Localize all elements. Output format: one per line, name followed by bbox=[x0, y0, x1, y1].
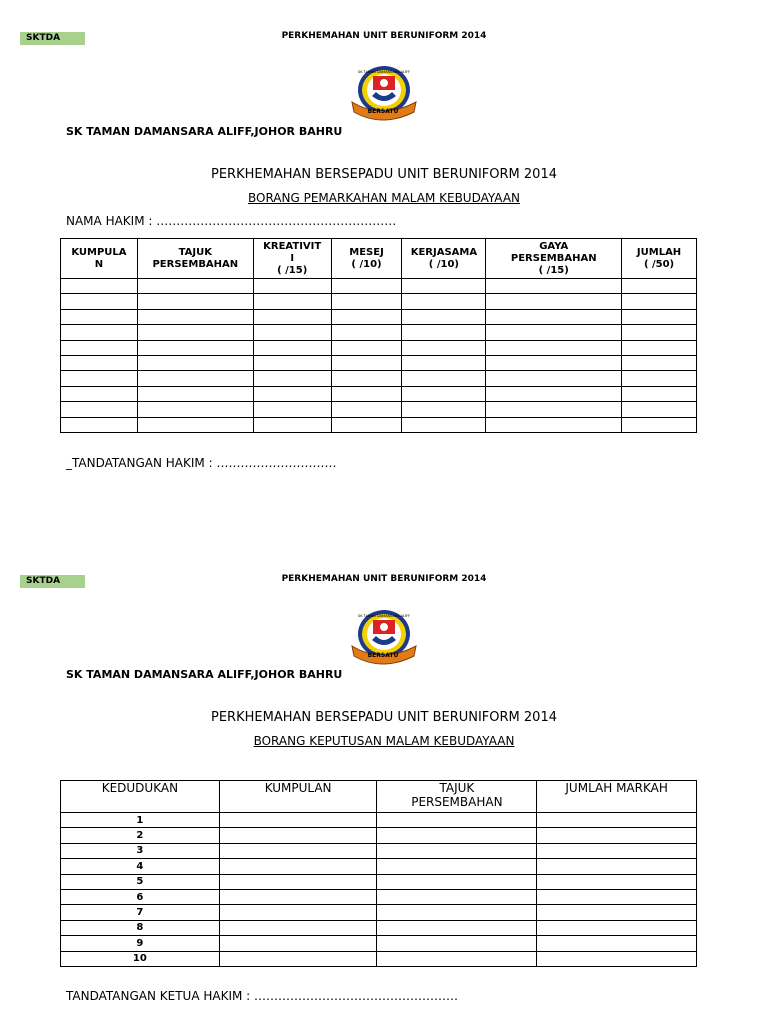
table-cell[interactable] bbox=[219, 920, 377, 935]
table-cell[interactable] bbox=[377, 889, 537, 904]
table-cell[interactable] bbox=[402, 325, 486, 340]
table-cell[interactable] bbox=[402, 294, 486, 309]
table-row bbox=[61, 325, 697, 340]
table-cell[interactable] bbox=[537, 859, 697, 874]
rank-cell: 6 bbox=[61, 889, 220, 904]
col-mesej: MESEJ ( /10) bbox=[331, 239, 402, 279]
table-cell[interactable] bbox=[61, 325, 138, 340]
table-cell[interactable] bbox=[486, 325, 622, 340]
table-cell[interactable] bbox=[137, 294, 253, 309]
col-kreativiti: KREATIVIT I ( /15) bbox=[253, 239, 331, 279]
table-cell[interactable] bbox=[622, 279, 697, 294]
table-cell[interactable] bbox=[253, 386, 331, 401]
table-cell[interactable] bbox=[622, 294, 697, 309]
table-cell[interactable] bbox=[377, 859, 537, 874]
table-cell[interactable] bbox=[377, 813, 537, 828]
table-cell[interactable] bbox=[402, 355, 486, 370]
table-cell[interactable] bbox=[622, 402, 697, 417]
col-tajuk: TAJUK PERSEMBAHAN bbox=[137, 239, 253, 279]
table-cell[interactable] bbox=[486, 402, 622, 417]
table-cell[interactable] bbox=[137, 371, 253, 386]
table-cell[interactable] bbox=[61, 386, 138, 401]
table-cell[interactable] bbox=[331, 294, 402, 309]
table-cell[interactable] bbox=[253, 325, 331, 340]
table-cell[interactable] bbox=[537, 920, 697, 935]
school-logo bbox=[346, 62, 418, 130]
table-cell[interactable] bbox=[537, 813, 697, 828]
table-cell[interactable] bbox=[219, 936, 377, 951]
judge-name-line: NAMA HAKIM : …………………………………………………… bbox=[66, 214, 397, 228]
table-cell[interactable] bbox=[331, 309, 402, 324]
table-cell[interactable] bbox=[622, 355, 697, 370]
table-cell[interactable] bbox=[622, 340, 697, 355]
svg-text:BERSATU: BERSATU bbox=[367, 652, 399, 659]
table-row bbox=[61, 936, 697, 951]
table-row bbox=[61, 417, 697, 432]
table-cell[interactable] bbox=[402, 340, 486, 355]
school-name: SK TAMAN DAMANSARA ALIFF,JOHOR BAHRU bbox=[66, 668, 343, 681]
table-cell[interactable] bbox=[137, 340, 253, 355]
col-kerjasama: KERJASAMA ( /10) bbox=[402, 239, 486, 279]
table-row bbox=[61, 843, 697, 858]
table-cell[interactable] bbox=[486, 340, 622, 355]
table-cell[interactable] bbox=[61, 402, 138, 417]
table-row bbox=[61, 859, 697, 874]
table-cell[interactable] bbox=[537, 951, 697, 966]
school-logo bbox=[346, 606, 418, 674]
table-row bbox=[61, 828, 697, 843]
table-cell[interactable] bbox=[137, 325, 253, 340]
rank-cell: 8 bbox=[61, 920, 220, 935]
table-cell[interactable] bbox=[253, 294, 331, 309]
rank-cell: 5 bbox=[61, 874, 220, 889]
table-cell[interactable] bbox=[331, 417, 402, 432]
table-row bbox=[61, 309, 697, 324]
table-cell[interactable] bbox=[253, 371, 331, 386]
table-cell[interactable] bbox=[486, 294, 622, 309]
table-cell[interactable] bbox=[253, 340, 331, 355]
table-row bbox=[61, 371, 697, 386]
table-cell[interactable] bbox=[622, 325, 697, 340]
col-gaya: GAYA PERSEMBAHAN ( /15) bbox=[486, 239, 622, 279]
table-cell[interactable] bbox=[537, 828, 697, 843]
table-cell[interactable] bbox=[402, 402, 486, 417]
table-cell[interactable] bbox=[377, 874, 537, 889]
col-jumlah-markah: JUMLAH MARKAH bbox=[537, 781, 697, 813]
table-cell[interactable] bbox=[219, 905, 377, 920]
table-cell[interactable] bbox=[402, 279, 486, 294]
table-cell[interactable] bbox=[61, 371, 138, 386]
rank-cell: 4 bbox=[61, 859, 220, 874]
table-row bbox=[61, 813, 697, 828]
svg-text:SK TAMAN DAMANSARA ALIFF: SK TAMAN DAMANSARA ALIFF bbox=[358, 614, 410, 618]
table-cell[interactable] bbox=[402, 309, 486, 324]
table-cell[interactable] bbox=[219, 874, 377, 889]
sktda-tag: SKTDA bbox=[20, 32, 85, 45]
table-row bbox=[61, 889, 697, 904]
table-cell[interactable] bbox=[377, 951, 537, 966]
table-cell[interactable] bbox=[622, 386, 697, 401]
table-cell[interactable] bbox=[622, 309, 697, 324]
table-cell[interactable] bbox=[331, 386, 402, 401]
table-cell[interactable] bbox=[219, 828, 377, 843]
form-subtitle: BORANG PEMARKAHAN MALAM KEBUDAYAAN bbox=[247, 191, 521, 205]
table-row bbox=[61, 951, 697, 966]
rank-cell: 1 bbox=[61, 813, 220, 828]
table-cell[interactable] bbox=[253, 417, 331, 432]
table-cell[interactable] bbox=[486, 417, 622, 432]
table-cell[interactable] bbox=[537, 843, 697, 858]
table-cell[interactable] bbox=[377, 920, 537, 935]
table-row bbox=[61, 402, 697, 417]
table-row bbox=[61, 340, 697, 355]
school-name: SK TAMAN DAMANSARA ALIFF,JOHOR BAHRU bbox=[66, 125, 343, 138]
table-cell[interactable] bbox=[219, 843, 377, 858]
results-table bbox=[60, 780, 697, 967]
page-title: PERKHEMAHAN BERSEPADU UNIT BERUNIFORM 2014 bbox=[211, 167, 557, 182]
svg-text:SK TAMAN DAMANSARA ALIFF: SK TAMAN DAMANSARA ALIFF bbox=[358, 70, 410, 74]
rank-cell: 2 bbox=[61, 828, 220, 843]
table-cell[interactable] bbox=[137, 309, 253, 324]
table-cell[interactable] bbox=[331, 402, 402, 417]
table-cell[interactable] bbox=[486, 386, 622, 401]
table-cell[interactable] bbox=[486, 279, 622, 294]
table-cell[interactable] bbox=[61, 355, 138, 370]
table-cell[interactable] bbox=[331, 371, 402, 386]
table-cell[interactable] bbox=[622, 417, 697, 432]
table-row bbox=[61, 386, 697, 401]
col-tajuk: TAJUK PERSEMBAHAN bbox=[377, 781, 537, 813]
table-cell[interactable] bbox=[61, 340, 138, 355]
rank-cell: 9 bbox=[61, 936, 220, 951]
form-subtitle: BORANG KEPUTUSAN MALAM KEBUDAYAAN bbox=[253, 734, 515, 748]
table-cell[interactable] bbox=[377, 843, 537, 858]
rank-cell: 7 bbox=[61, 905, 220, 920]
header-title: PERKHEMAHAN UNIT BERUNIFORM 2014 bbox=[281, 574, 487, 584]
table-cell[interactable] bbox=[537, 936, 697, 951]
rank-cell: 3 bbox=[61, 843, 220, 858]
table-cell[interactable] bbox=[402, 386, 486, 401]
table-cell[interactable] bbox=[331, 340, 402, 355]
school-crest-icon bbox=[346, 606, 418, 670]
table-header-row bbox=[61, 239, 697, 279]
rank-cell: 10 bbox=[61, 951, 220, 966]
table-cell[interactable] bbox=[61, 279, 138, 294]
table-cell[interactable] bbox=[486, 355, 622, 370]
table-cell[interactable] bbox=[377, 936, 537, 951]
svg-text:BERSATU: BERSATU bbox=[367, 108, 399, 115]
page-title: PERKHEMAHAN BERSEPADU UNIT BERUNIFORM 2014 bbox=[211, 710, 557, 725]
table-cell[interactable] bbox=[219, 951, 377, 966]
sktda-tag: SKTDA bbox=[20, 575, 85, 588]
table-cell[interactable] bbox=[219, 889, 377, 904]
table-cell[interactable] bbox=[137, 417, 253, 432]
table-row bbox=[61, 874, 697, 889]
table-cell[interactable] bbox=[377, 828, 537, 843]
header-title: PERKHEMAHAN UNIT BERUNIFORM 2014 bbox=[281, 31, 487, 41]
table-cell[interactable] bbox=[219, 813, 377, 828]
table-cell[interactable] bbox=[537, 874, 697, 889]
table-cell[interactable] bbox=[61, 417, 138, 432]
school-crest-icon bbox=[346, 62, 418, 126]
table-cell[interactable] bbox=[377, 905, 537, 920]
table-cell[interactable] bbox=[61, 294, 138, 309]
table-cell[interactable] bbox=[253, 402, 331, 417]
table-row bbox=[61, 279, 697, 294]
table-cell[interactable] bbox=[331, 355, 402, 370]
table-cell[interactable] bbox=[137, 279, 253, 294]
table-cell[interactable] bbox=[622, 371, 697, 386]
judge-signature-line: _TANDATANGAN HAKIM : ………………………… bbox=[66, 456, 337, 470]
scoring-table bbox=[60, 238, 697, 433]
table-row bbox=[61, 294, 697, 309]
table-cell[interactable] bbox=[331, 325, 402, 340]
table-cell[interactable] bbox=[537, 889, 697, 904]
table-cell[interactable] bbox=[402, 417, 486, 432]
table-cell[interactable] bbox=[219, 859, 377, 874]
table-header-row bbox=[61, 781, 697, 813]
table-cell[interactable] bbox=[137, 402, 253, 417]
table-cell[interactable] bbox=[253, 355, 331, 370]
head-judge-signature-line: TANDATANGAN KETUA HAKIM : …………………………………………… bbox=[66, 989, 459, 1003]
table-cell[interactable] bbox=[402, 371, 486, 386]
col-kedudukan: KEDUDUKAN bbox=[61, 781, 220, 813]
table-cell[interactable] bbox=[331, 279, 402, 294]
table-cell[interactable] bbox=[137, 355, 253, 370]
table-cell[interactable] bbox=[61, 309, 138, 324]
table-row bbox=[61, 920, 697, 935]
table-cell[interactable] bbox=[253, 279, 331, 294]
table-cell[interactable] bbox=[486, 371, 622, 386]
col-kumpulan: KUMPULA N bbox=[61, 239, 138, 279]
table-cell[interactable] bbox=[253, 309, 331, 324]
table-row bbox=[61, 355, 697, 370]
table-cell[interactable] bbox=[137, 386, 253, 401]
table-cell[interactable] bbox=[486, 309, 622, 324]
col-kumpulan: KUMPULAN bbox=[219, 781, 377, 813]
table-cell[interactable] bbox=[537, 905, 697, 920]
col-jumlah: JUMLAH ( /50) bbox=[622, 239, 697, 279]
table-row bbox=[61, 905, 697, 920]
